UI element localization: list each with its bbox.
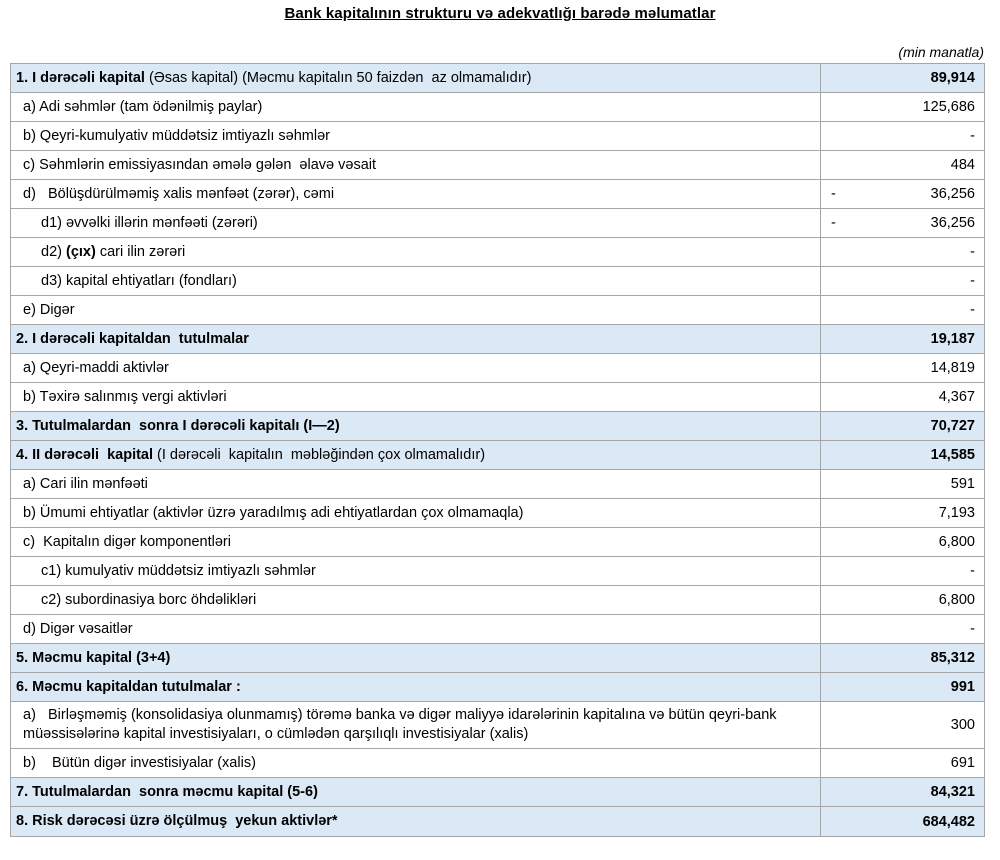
row-value-number: - bbox=[970, 302, 975, 318]
row-value bbox=[820, 749, 984, 777]
row-value-number: 36,256 bbox=[930, 215, 975, 231]
row-value-number: 691 bbox=[950, 755, 975, 771]
row-label: d2) (çıx) cari ilin zərəri bbox=[41, 243, 186, 260]
row-value bbox=[820, 499, 984, 527]
table-row bbox=[11, 296, 984, 325]
table-row bbox=[11, 557, 984, 586]
row-value-number: 14,585 bbox=[930, 447, 975, 463]
table-row bbox=[11, 749, 984, 778]
row-label: a) Adi səhmlər (tam ödənilmiş paylar) bbox=[23, 98, 263, 115]
row-label: b) Qeyri-kumulyativ müddətsiz imtiyazlı səhmlər bbox=[23, 127, 330, 144]
table-row bbox=[11, 122, 984, 151]
row-value bbox=[820, 267, 984, 295]
table-row bbox=[11, 586, 984, 615]
row-value-number: 6,800 bbox=[938, 534, 975, 550]
row-value-number: - bbox=[970, 563, 975, 579]
table-row bbox=[11, 644, 984, 673]
row-label: d1) əvvəlki illərin mənfəəti (zərəri) bbox=[41, 214, 258, 231]
row-value-number: 7,193 bbox=[938, 505, 975, 521]
row-label: d) Bölüşdürülməmiş xalis mənfəət (zərər), cəmi bbox=[23, 185, 335, 202]
row-value bbox=[820, 615, 984, 643]
row-value-number: - bbox=[970, 128, 975, 144]
row-value bbox=[820, 93, 984, 121]
row-value-number: - bbox=[970, 621, 975, 637]
capital-table-rows bbox=[11, 64, 984, 836]
row-value-number: 4,367 bbox=[938, 389, 975, 405]
row-value bbox=[820, 673, 984, 701]
row-label: b) Təxirə salınmış vergi aktivləri bbox=[23, 388, 227, 405]
row-label: a) Qeyri-maddi aktivlər bbox=[23, 359, 169, 376]
table-row bbox=[11, 267, 984, 296]
row-value bbox=[820, 644, 984, 672]
capital-table bbox=[10, 63, 985, 837]
row-value-number: 125,686 bbox=[922, 99, 975, 115]
table-row bbox=[11, 93, 984, 122]
row-label: c1) kumulyativ müddətsiz imtiyazlı səhmlər bbox=[41, 562, 316, 579]
table-row bbox=[11, 412, 984, 441]
row-value-number: - bbox=[970, 244, 975, 260]
row-value bbox=[820, 151, 984, 179]
row-value bbox=[820, 180, 984, 208]
row-label: 3. Tutulmalardan sonra I dərəcəli kapitalı (I—2) bbox=[16, 417, 340, 434]
row-value-number: 70,727 bbox=[930, 418, 975, 434]
row-label: 1. I dərəcəli kapital (Əsas kapital) (Məcmu kapitalın 50 faizdən az olmamalıdır) bbox=[16, 69, 532, 86]
row-value bbox=[820, 470, 984, 498]
row-value bbox=[820, 412, 984, 440]
table-row bbox=[11, 528, 984, 557]
table-row bbox=[11, 807, 984, 836]
row-value-number: 14,819 bbox=[930, 360, 975, 376]
row-value bbox=[820, 586, 984, 614]
table-row bbox=[11, 673, 984, 702]
row-value-number: 591 bbox=[950, 476, 975, 492]
row-value bbox=[820, 354, 984, 382]
row-label: 8. Risk dərəcəsi üzrə ölçülmuş yekun aktivlər* bbox=[16, 813, 338, 829]
row-label: b) Bütün digər investisiyalar (xalis) bbox=[23, 754, 256, 771]
row-value bbox=[820, 325, 984, 353]
row-label: d) Digər vəsaitlər bbox=[23, 620, 133, 637]
row-value-number: - bbox=[970, 273, 975, 289]
row-value-number: 484 bbox=[950, 157, 975, 173]
table-row bbox=[11, 325, 984, 354]
minus-sign: - bbox=[831, 215, 836, 231]
row-value-number: 85,312 bbox=[930, 650, 975, 666]
table-row bbox=[11, 354, 984, 383]
row-label: a) Birləşməmiş (konsolidasiya olunmamış) törəmə banka və digər maliyyə idarələrinin kapitalına və bütün qeyri-bank müəssisələrinə kapital investisiyaları, o cümlədən qarşılıqlı investisiyalar (xalis) bbox=[23, 707, 781, 742]
row-value bbox=[820, 122, 984, 150]
row-label: 5. Məcmu kapital (3+4) bbox=[16, 649, 171, 666]
row-value bbox=[820, 528, 984, 556]
row-value bbox=[820, 209, 984, 237]
table-row bbox=[11, 151, 984, 180]
row-value-number: 6,800 bbox=[938, 592, 975, 608]
row-label: c) Kapitalın digər komponentləri bbox=[23, 533, 231, 550]
row-label: 6. Məcmu kapitaldan tutulmalar : bbox=[16, 678, 241, 695]
row-value bbox=[820, 702, 984, 748]
table-row bbox=[11, 615, 984, 644]
row-value bbox=[820, 557, 984, 585]
row-value bbox=[820, 383, 984, 411]
row-value-number: 300 bbox=[950, 717, 975, 733]
row-value bbox=[820, 64, 984, 92]
row-label: e) Digər bbox=[23, 301, 75, 318]
table-row bbox=[11, 180, 984, 209]
row-value bbox=[820, 238, 984, 266]
table-row bbox=[11, 238, 984, 267]
row-value-number: 684,482 bbox=[922, 813, 975, 830]
table-row bbox=[11, 702, 984, 749]
row-value bbox=[820, 296, 984, 324]
row-value-number: 89,914 bbox=[930, 70, 975, 86]
row-value-number: 36,256 bbox=[930, 186, 975, 202]
table-row bbox=[11, 470, 984, 499]
row-label: 2. I dərəcəli kapitaldan tutulmalar bbox=[16, 330, 249, 347]
row-value bbox=[820, 778, 984, 806]
row-value-number: 991 bbox=[950, 679, 975, 695]
row-label: d3) kapital ehtiyatları (fondları) bbox=[41, 272, 237, 289]
table-row bbox=[11, 778, 984, 807]
units-note: (min manatla) bbox=[898, 44, 984, 60]
document-title: Bank kapitalının strukturu və adekvatlığı barədə məlumatlar bbox=[284, 5, 716, 22]
row-value-number: 19,187 bbox=[930, 331, 975, 347]
table-row bbox=[11, 383, 984, 412]
row-value bbox=[820, 441, 984, 469]
table-row bbox=[11, 209, 984, 238]
row-value bbox=[820, 807, 984, 836]
row-label: a) Cari ilin mənfəəti bbox=[23, 475, 148, 492]
row-value-number: 84,321 bbox=[930, 784, 975, 800]
row-label: c) Səhmlərin emissiyasından əmələ gələn əlavə vəsait bbox=[23, 156, 377, 173]
row-label: c2) subordinasiya borc öhdəlikləri bbox=[41, 591, 257, 608]
table-row bbox=[11, 441, 984, 470]
row-label: b) Ümumi ehtiyatlar (aktivlər üzrə yaradılmış adi ehtiyatlardan çox olmamaqla) bbox=[23, 504, 524, 521]
row-label: 4. II dərəcəli kapital (I dərəcəli kapitalın məbləğindən çox olmamalıdır) bbox=[16, 446, 486, 463]
minus-sign: - bbox=[831, 186, 836, 202]
row-label: 7. Tutulmalardan sonra məcmu kapital (5-6) bbox=[16, 783, 318, 800]
table-row bbox=[11, 499, 984, 528]
table-row bbox=[11, 64, 984, 93]
